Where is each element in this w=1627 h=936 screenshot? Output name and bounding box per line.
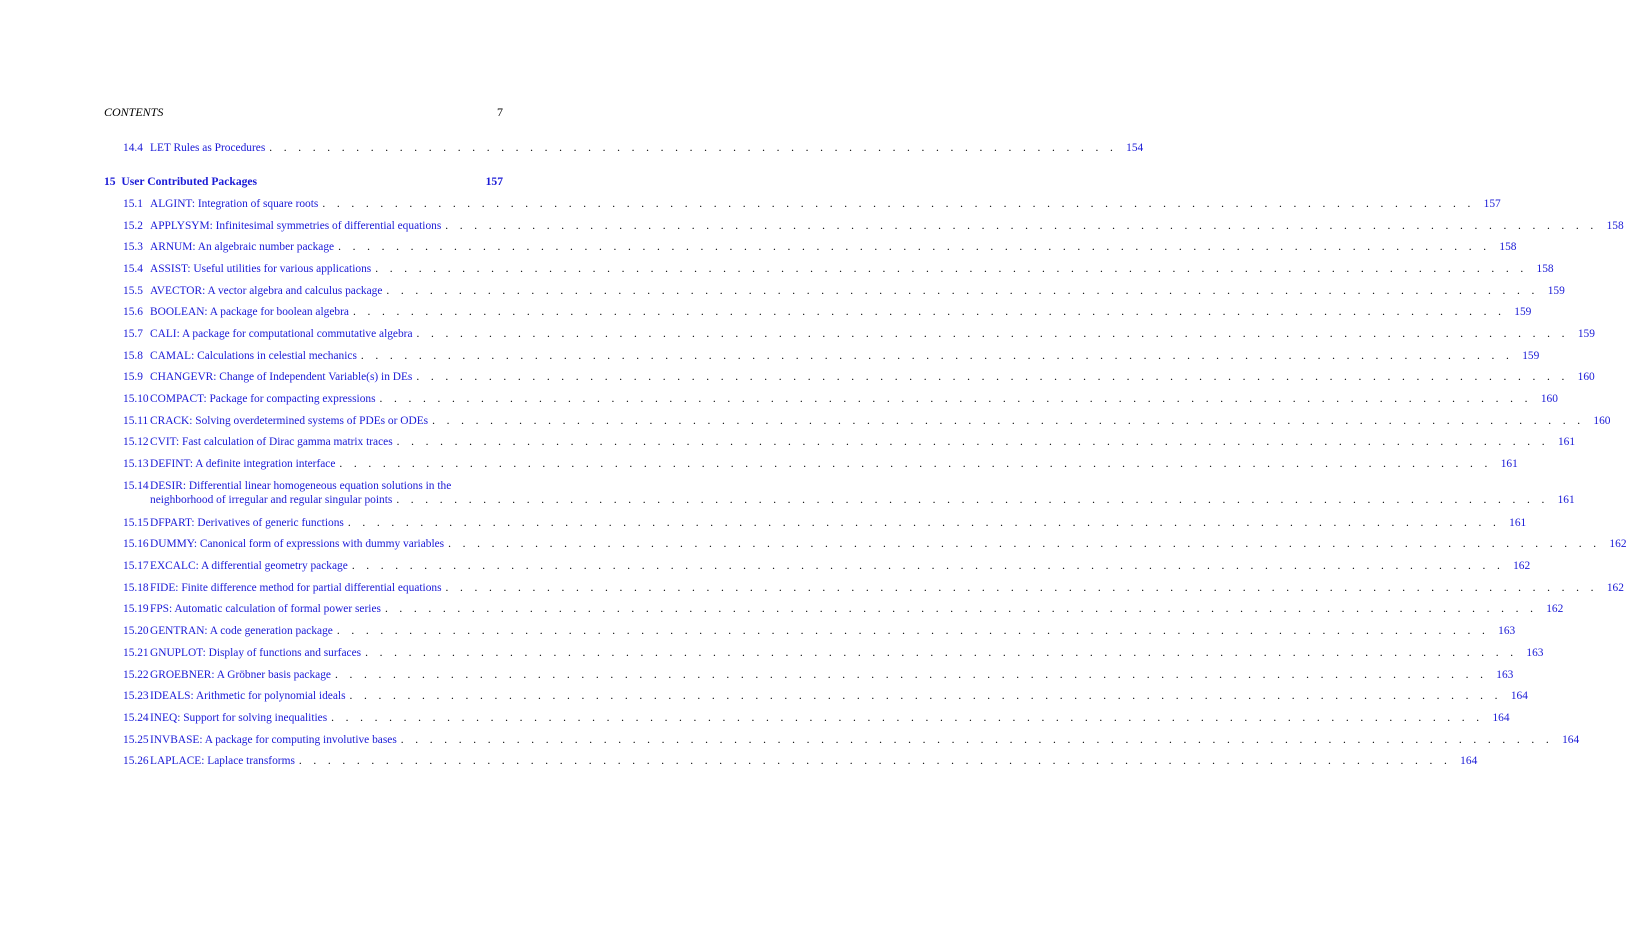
section-number[interactable]: 15.23 — [123, 690, 149, 702]
toc-entry[interactable] — [104, 559, 1531, 575]
section-number[interactable]: 15.14 — [123, 480, 149, 492]
section-title[interactable]: DEFINT: A definite integration interface — [150, 458, 336, 470]
section-number[interactable]: 15.22 — [123, 669, 149, 681]
leader-dots: . . . . . . . . . . . . . . . . . . . . . . . . . . . . . . . . . . . . . . . . . . . . . . . . . . . . . . . . . . . . . . . . . . . . . . . . . . . . . . . . — [360, 350, 1514, 362]
section-title[interactable]: GENTRAN: A code generation package — [150, 625, 333, 637]
leader-dots: . . . . . . . . . . . . . . . . . . . . . . . . . . . . . . . . . . . . . . . . . . . . . . . . . . . . . . . . . . . . . . . . . . . . . . . . . . . . . . . . — [339, 458, 1492, 470]
leader-dots: . . . . . . . . . . . . . . . . . . . . . . . . . . . . . . . . . . . . . . . . . . . . . . . . . . . . . . . . . . . . . . . . . . . . . . . . . . . . . . . . — [322, 198, 1475, 210]
section-title[interactable]: ASSIST: Useful utilities for various applications — [150, 263, 372, 275]
toc-entry[interactable] — [104, 262, 1554, 278]
section-page-number[interactable]: 159 — [1522, 350, 1540, 362]
section-title[interactable]: FIDE: Finite difference method for partial differential equations — [150, 582, 442, 594]
leader-dots: . . . . . . . . . . . . . . . . . . . . . . . . . . . . . . . . . . . . . . . . . . . . . . . . . . . . . . . . . . . . . . . . . . . . . . . . . . . . . . . . — [384, 603, 1538, 615]
section-number[interactable]: 15.16 — [123, 538, 149, 550]
section-title[interactable]: COMPACT: Package for compacting expressions — [150, 393, 376, 405]
toc-entry[interactable] — [104, 240, 1517, 256]
section-number[interactable]: 15.6 — [123, 306, 143, 318]
section-title[interactable]: CAMAL: Calculations in celestial mechanics — [150, 350, 357, 362]
toc-entry[interactable] — [104, 327, 1595, 343]
leader-dots: . . . . . . . . . . . . . . . . . . . . . . . . . . . . . . . . . . . . . . . . . . . . . . . . . . . . . . . . . . . . . . . . . . . . . . . . . . . . . . . . — [338, 241, 1491, 253]
toc-entry[interactable] — [104, 197, 1501, 213]
leader-dots: . . . . . . . . . . . . . . . . . . . . . . . . . . . . . . . . . . . . . . . . . . . . . . . . . . . . . . . . . . . . . . . . . . . . . . . . . . . . . . . . — [396, 494, 1549, 506]
toc-entry[interactable] — [104, 284, 1565, 300]
section-number[interactable]: 15.7 — [123, 328, 143, 340]
toc-entry[interactable] — [104, 602, 1564, 618]
leader-dots: . . . . . . . . . . . . . . . . . . . . . . . . . . . . . . . . . . . . . . . . . . . . . . . . . . . . . . . . . . . . . . . . . . . . . . . . . . . . . . . . — [351, 560, 1505, 572]
section-title[interactable]: INEQ: Support for solving inequalities — [150, 712, 328, 724]
leader-dots: . . . . . . . . . . . . . . . . . . . . . . . . . . . . . . . . . . . . . . . . . . . . . . . . . . . . . . . . . . . . . . . . . . . . . . . . . . . . . . . . — [445, 220, 1598, 232]
section-page-number[interactable]: 158 — [1536, 263, 1554, 275]
section-page-number[interactable]: 163 — [1498, 625, 1516, 637]
toc-entry[interactable] — [104, 689, 1528, 705]
leader-dots: . . . . . . . . . . . . . . . . . . . . . . . . . . . . . . . . . . . . . . . . . . . . . . . . . . . . . . . . . . . . . . . . . . . . . . . . . . . . . . . . — [334, 669, 1488, 681]
section-title[interactable]: INVBASE: A package for computing involutive bases — [150, 734, 397, 746]
section-number[interactable]: 15.15 — [123, 517, 149, 529]
section-title[interactable]: EXCALC: A differential geometry package — [150, 560, 348, 572]
leader-dots: . . . . . . . . . . . . . . . . . . . . . . . . . . . . . . . . . . . . . . . . . . . . . . . . . . . . . . . . . . . . . . . . . . . . . . . . . . . . . . . . — [331, 712, 1484, 724]
leader-dots: . . . . . . . . . . . . . . . . . . . . . . . . . . . . . . . . . . . . . . . . . . . . . . . . . . . . . . . . . . . . . . . . . . . . . . . . . . . . . . . . — [396, 436, 1550, 448]
leader-dots: . . . . . . . . . . . . . . . . . . . . . . . . . . . . . . . . . . . . . . . . . . . . . . . . . . . . . . . . . . . . . . . . . . . . . . . . . . . . . . . . — [445, 582, 1598, 594]
toc-entry[interactable] — [104, 435, 1576, 451]
section-title[interactable]: CRACK: Solving overdetermined systems of PDEs or ODEs — [150, 415, 429, 427]
leader-dots: . . . . . . . . . . . . . . . . . . . . . . . . . . . . . . . . . . . . . . . . . . . . . . . . . . . . . . . . . . . . . . . . . . . . . . . . . . . . . . . . — [448, 538, 1601, 550]
header-page-number: 7 — [497, 105, 503, 119]
section-page-number[interactable]: 160 — [1577, 371, 1595, 383]
section-title[interactable]: CALI: A package for computational commutative algebra — [150, 328, 413, 340]
section-page-number[interactable]: 163 — [1526, 647, 1544, 659]
leader-dots: . . . . . . . . . . . . . . . . . . . . . . . . . . . . . . . . . . . . . . . . . . . . . . . . . . . . . . . . . . . — [269, 142, 1118, 154]
section-number[interactable]: 15.5 — [123, 285, 143, 297]
section-page-number[interactable]: 162 — [1606, 582, 1624, 594]
section-page-number[interactable]: 157 — [1483, 198, 1501, 210]
section-number[interactable]: 15.24 — [123, 712, 149, 724]
section-number[interactable]: 15.21 — [123, 647, 149, 659]
section-title[interactable]: ARNUM: An algebraic number package — [150, 241, 335, 253]
section-page-number[interactable]: 161 — [1557, 494, 1575, 506]
section-title[interactable]: APPLYSYM: Infinitesimal symmetries of differential equations — [150, 220, 442, 232]
chapter-entry[interactable] — [104, 175, 503, 189]
leader-dots: . . . . . . . . . . . . . . . . . . . . . . . . . . . . . . . . . . . . . . . . . . . . . . . . . . . . . . . . . . . . . . . . . . . . . . . . . . . . . . . . — [375, 263, 1528, 275]
leader-dots: . . . . . . . . . . . . . . . . . . . . . . . . . . . . . . . . . . . . . . . . . . . . . . . . . . . . . . . . . . . . . . . . . . . . . . . . . . . . . . . . — [416, 328, 1569, 340]
section-number[interactable]: 15.13 — [123, 458, 149, 470]
leader-dots: . . . . . . . . . . . . . . . . . . . . . . . . . . . . . . . . . . . . . . . . . . . . . . . . . . . . . . . . . . . . . . . . . . . . . . . . . . . . . . . . — [432, 415, 1585, 427]
section-title[interactable]: IDEALS: Arithmetic for polynomial ideals — [150, 690, 346, 702]
section-number[interactable]: 15.26 — [123, 755, 149, 767]
leader-dots: . . . . . . . . . . . . . . . . . . . . . . . . . . . . . . . . . . . . . . . . . . . . . . . . . . . . . . . . . . . . . . . . . . . . . . . . . . . . . . . . — [347, 517, 1501, 529]
toc-entry[interactable] — [104, 754, 1478, 770]
running-header — [104, 105, 503, 121]
section-page-number[interactable]: 162 — [1513, 560, 1531, 572]
section-number[interactable]: 15.1 — [123, 198, 143, 210]
header-title: CONTENTS — [104, 105, 164, 119]
section-number[interactable]: 15.3 — [123, 241, 143, 253]
toc-entry[interactable] — [104, 141, 1144, 157]
toc-entry[interactable] — [104, 457, 1518, 473]
toc-entry[interactable] — [104, 414, 1611, 430]
section-number[interactable]: 15.8 — [123, 350, 143, 362]
section-number[interactable]: 15.11 — [123, 415, 149, 427]
section-title-continued[interactable]: neighborhood of irregular and regular singular points — [150, 494, 393, 506]
section-page-number[interactable]: 154 — [1126, 142, 1144, 154]
leader-dots: . . . . . . . . . . . . . . . . . . . . . . . . . . . . . . . . . . . . . . . . . . . . . . . . . . . . . . . . . . . . . . . . . . . . . . . . . . . . . . . . — [379, 393, 1532, 405]
section-page-number[interactable]: 161 — [1500, 458, 1518, 470]
section-title[interactable]: GROEBNER: A Gröbner basis package — [150, 669, 331, 681]
toc-entry[interactable] — [104, 537, 1627, 553]
section-number[interactable]: 15.19 — [123, 603, 149, 615]
leader-dots: . . . . . . . . . . . . . . . . . . . . . . . . . . . . . . . . . . . . . . . . . . . . . . . . . . . . . . . . . . . . . . . . . . . . . . . . . . . . . . . . — [400, 734, 1554, 746]
toc-entry[interactable] — [104, 624, 1516, 640]
section-page-number[interactable]: 159 — [1547, 285, 1565, 297]
section-number[interactable]: 15.18 — [123, 582, 149, 594]
section-title[interactable]: LAPLACE: Laplace transforms — [150, 755, 295, 767]
toc-entry[interactable] — [104, 479, 1575, 509]
toc-entry[interactable] — [104, 392, 1558, 408]
section-page-number[interactable]: 162 — [1546, 603, 1564, 615]
section-page-number[interactable]: 163 — [1496, 669, 1514, 681]
toc-entry[interactable] — [104, 305, 1532, 321]
toc-entry[interactable] — [104, 581, 1624, 597]
section-title[interactable]: BOOLEAN: A package for boolean algebra — [150, 306, 349, 318]
toc-entry[interactable] — [104, 219, 1624, 235]
toc-entry[interactable] — [104, 711, 1510, 727]
toc-entry[interactable] — [104, 516, 1527, 532]
toc-entry[interactable] — [104, 668, 1514, 684]
section-page-number[interactable]: 159 — [1577, 328, 1595, 340]
section-page-number[interactable]: 164 — [1510, 690, 1528, 702]
leader-dots: . . . . . . . . . . . . . . . . . . . . . . . . . . . . . . . . . . . . . . . . . . . . . . . . . . . . . . . . . . . . . . . . . . . . . . . . . . . . . . . . — [416, 371, 1569, 383]
section-page-number[interactable]: 164 — [1460, 755, 1478, 767]
section-title[interactable]: CVIT: Fast calculation of Dirac gamma matrix traces — [150, 436, 393, 448]
section-title[interactable]: AVECTOR: A vector algebra and calculus package — [150, 285, 383, 297]
section-page-number[interactable]: 162 — [1609, 538, 1627, 550]
toc-entry[interactable] — [104, 733, 1580, 749]
leader-dots: . . . . . . . . . . . . . . . . . . . . . . . . . . . . . . . . . . . . . . . . . . . . . . . . . . . . . . . . . . . . . . . . . . . . . . . . . . . . . . . . — [336, 625, 1490, 637]
toc-entry[interactable] — [104, 370, 1595, 386]
section-page-number[interactable]: 158 — [1499, 241, 1517, 253]
section-number[interactable]: 15.4 — [123, 263, 143, 275]
chapter-page-number[interactable]: 157 — [485, 175, 503, 188]
chapter-heading[interactable] — [104, 175, 257, 189]
section-title[interactable]: DFPART: Derivatives of generic functions — [150, 517, 344, 529]
leader-dots: . . . . . . . . . . . . . . . . . . . . . . . . . . . . . . . . . . . . . . . . . . . . . . . . . . . . . . . . . . . . . . . . . . . . . . . . . . . . . . . . — [349, 690, 1502, 702]
section-title[interactable]: LET Rules as Procedures — [150, 142, 266, 154]
section-page-number[interactable]: 161 — [1557, 436, 1576, 448]
leader-dots: . . . . . . . . . . . . . . . . . . . . . . . . . . . . . . . . . . . . . . . . . . . . . . . . . . . . . . . . . . . . . . . . . . . . . . . . . . . . . . . . — [365, 647, 1518, 659]
section-number[interactable]: 14.4 — [123, 142, 143, 154]
section-page-number[interactable]: 160 — [1540, 393, 1558, 405]
section-page-number[interactable]: 159 — [1514, 306, 1532, 318]
section-title[interactable]: DUMMY: Canonical form of expressions with dummy variables — [150, 538, 445, 550]
section-page-number[interactable]: 164 — [1562, 734, 1580, 746]
toc-entry[interactable] — [104, 349, 1540, 365]
leader-dots: . . . . . . . . . . . . . . . . . . . . . . . . . . . . . . . . . . . . . . . . . . . . . . . . . . . . . . . . . . . . . . . . . . . . . . . . . . . . . . . . — [298, 755, 1452, 767]
section-title[interactable]: GNUPLOT: Display of functions and surfaces — [150, 647, 362, 659]
chapter-title[interactable]: User Contributed Packages — [121, 175, 258, 188]
section-number[interactable]: 15.10 — [123, 393, 149, 405]
section-page-number[interactable]: 161 — [1509, 517, 1527, 529]
leader-dots: . . . . . . . . . . . . . . . . . . . . . . . . . . . . . . . . . . . . . . . . . . . . . . . . . . . . . . . . . . . . . . . . . . . . . . . . . . . . . . . . — [352, 306, 1506, 318]
section-page-number[interactable]: 164 — [1492, 712, 1510, 724]
section-number[interactable]: 15.25 — [123, 734, 149, 746]
section-number[interactable]: 15.17 — [123, 560, 149, 572]
section-number[interactable]: 15.20 — [123, 625, 149, 637]
section-number[interactable]: 15.2 — [123, 220, 143, 232]
section-number[interactable]: 15.9 — [123, 371, 143, 383]
section-page-number[interactable]: 158 — [1606, 220, 1624, 232]
section-title[interactable]: ALGINT: Integration of square roots — [150, 198, 319, 210]
section-title[interactable]: FPS: Automatic calculation of formal power series — [150, 603, 381, 615]
section-number[interactable]: 15.12 — [123, 436, 149, 448]
section-page-number[interactable]: 160 — [1593, 415, 1611, 427]
section-title[interactable]: DESIR: Differential linear homogeneous equation solutions in the — [150, 480, 452, 492]
section-title[interactable]: CHANGEVR: Change of Independent Variable(s) in DEs — [150, 371, 413, 383]
toc-entry[interactable] — [104, 646, 1544, 662]
leader-dots: . . . . . . . . . . . . . . . . . . . . . . . . . . . . . . . . . . . . . . . . . . . . . . . . . . . . . . . . . . . . . . . . . . . . . . . . . . . . . . . . — [386, 285, 1539, 297]
chapter-number[interactable]: 15 — [104, 175, 116, 188]
